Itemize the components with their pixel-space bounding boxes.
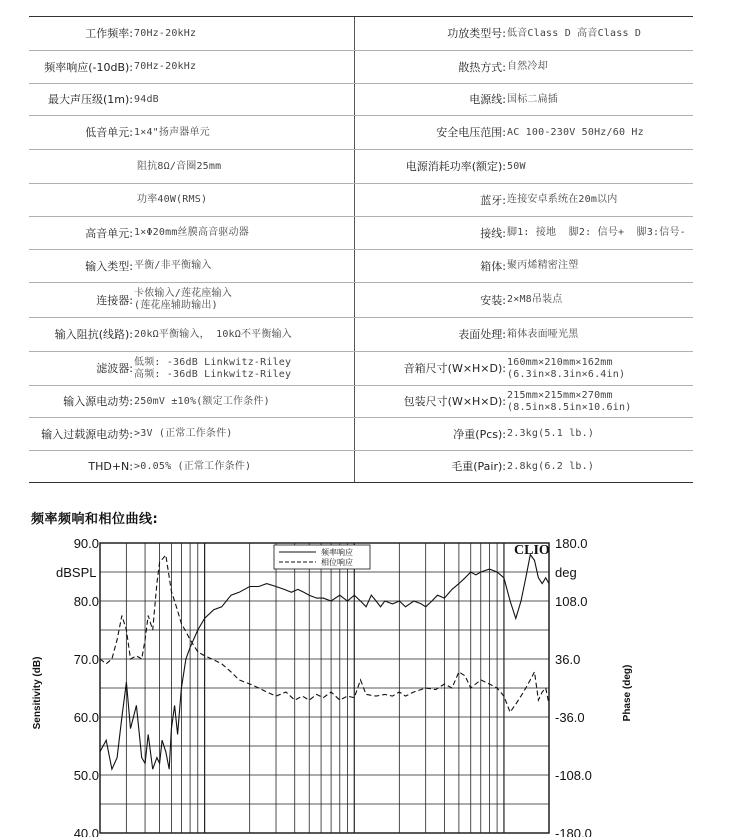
- frequency-phase-chart: [0, 530, 743, 837]
- legend-label: 相位响应: [321, 558, 353, 567]
- y-tick-right: 108.0: [555, 594, 588, 609]
- spec-value: 自然冷却: [507, 61, 548, 72]
- spec-label: 电源消耗功率(额定):: [405, 160, 506, 173]
- spec-label: 工作频率:: [85, 27, 133, 40]
- spec-cell-left: [29, 283, 355, 317]
- spec-value: 2.3kg(5.1 lb.): [507, 428, 595, 439]
- spec-label: 蓝牙:: [480, 193, 506, 207]
- y-tick-left: 60.0: [73, 710, 99, 725]
- spec-cell-left: [29, 51, 355, 83]
- clio-logo: CLIO: [514, 543, 550, 558]
- spec-value: 功率40W(RMS): [137, 194, 208, 205]
- left-unit-label: dBSPL: [56, 565, 97, 580]
- spec-row: [29, 217, 693, 250]
- spec-row: [29, 250, 693, 283]
- spec-cell-right: [355, 84, 693, 115]
- spec-cell-right: [355, 184, 693, 216]
- chart-legend: [274, 545, 370, 569]
- spec-cell-right: [355, 451, 693, 482]
- spec-value: 阻抗8Ω/音圈25mm: [137, 160, 222, 172]
- spec-row: [29, 386, 693, 418]
- spec-value: 低频: -36dB Linkwitz-Riley 高频: -36dB Linkwitz-Riley: [134, 356, 292, 380]
- y-tick-left: 50.0: [73, 768, 99, 783]
- spec-label: 净重(Pcs):: [453, 427, 506, 441]
- spec-label: 安全电压范围:: [436, 126, 506, 139]
- y-tick-left: 70.0: [73, 652, 99, 667]
- spec-label: THD+N:: [88, 460, 133, 473]
- spec-cell-right: [355, 116, 693, 149]
- spec-table: [29, 16, 693, 483]
- spec-cell-right: [355, 150, 693, 183]
- spec-value: 连接安卓系统在20m以内: [507, 194, 618, 205]
- spec-label: 接线:: [480, 226, 506, 240]
- graph-heading: 频率频响和相位曲线:: [31, 512, 159, 527]
- spec-label: 功放类型号:: [447, 27, 506, 40]
- spec-cell-left: [29, 451, 355, 482]
- y-tick-left: 80.0: [73, 594, 99, 609]
- y-axis-title-left: Sensitivity (dB): [32, 656, 43, 730]
- spec-value: >3V (正常工作条件): [134, 428, 233, 439]
- spec-label: 滤波器:: [96, 362, 133, 375]
- spec-label: 输入阻抗(线路):: [54, 328, 133, 341]
- spec-cell-left: [29, 386, 355, 417]
- spec-cell-right: [355, 17, 693, 50]
- chart-labels: [32, 536, 633, 837]
- spec-row: [29, 451, 693, 483]
- spec-label: 低音单元:: [85, 126, 133, 139]
- spec-label: 表面处理:: [458, 328, 506, 341]
- spec-label: 最大声压级(1m):: [47, 93, 133, 106]
- spec-value: 国标二扁插: [507, 93, 558, 105]
- spec-value: AC 100-230V 50Hz/60 Hz: [507, 126, 644, 138]
- y-tick-left: 90.0: [73, 536, 99, 551]
- y-tick-right: -108.0: [555, 768, 592, 783]
- spec-cell-left: [29, 418, 355, 450]
- spec-value: 2×M8吊装点: [507, 294, 563, 305]
- spec-row: [29, 184, 693, 217]
- spec-cell-left: [29, 318, 355, 351]
- spec-value: 平衡/非平衡输入: [134, 260, 212, 271]
- spec-row: [29, 51, 693, 84]
- spec-value: 1×Φ20mm丝膜高音驱动器: [134, 227, 249, 238]
- spec-value: 70Hz-20kHz: [134, 27, 197, 39]
- spec-label: 电源线:: [469, 93, 506, 106]
- spec-label: 毛重(Pair):: [451, 460, 506, 473]
- spec-cell-left: [29, 17, 355, 50]
- spec-label: 箱体:: [480, 259, 506, 273]
- frequency-response-curve: [100, 555, 549, 770]
- spec-value: 215mm×215mm×270mm (8.5in×8.5in×10.6in): [507, 389, 632, 413]
- spec-label: 散热方式:: [458, 60, 506, 74]
- spec-label: 频率响应(-10dB):: [44, 60, 133, 74]
- spec-cell-right: [355, 217, 693, 249]
- spec-row: [29, 418, 693, 451]
- spec-value: 20kΩ平衡输入， 10kΩ不平衡输入: [134, 328, 292, 340]
- spec-row: [29, 283, 693, 318]
- y-tick-right: -180.0: [555, 826, 592, 837]
- spec-cell-right: [355, 352, 693, 385]
- spec-label: 输入类型:: [85, 259, 133, 273]
- spec-value: 1×4"扬声器单元: [134, 126, 210, 138]
- spec-value: 低音Class D 高音Class D: [507, 27, 642, 39]
- spec-label: 高音单元:: [85, 226, 133, 240]
- chart-grid: [100, 543, 549, 833]
- spec-value: 箱体表面哑光黑: [507, 328, 579, 340]
- spec-value: 脚1: 接地 脚2: 信号+ 脚3:信号-: [507, 227, 686, 238]
- spec-value: 94dB: [134, 93, 159, 105]
- spec-value: >0.05% (正常工作条件): [134, 460, 252, 472]
- y-axis-title-right: Phase (deg): [622, 664, 633, 722]
- spec-row: [29, 84, 693, 116]
- spec-cell-right: [355, 418, 693, 450]
- spec-label: 音箱尺寸(W×H×D):: [403, 362, 506, 375]
- spec-cell-left: [29, 84, 355, 115]
- spec-value: 160mm×210mm×162mm (6.3in×8.3in×6.4in): [507, 356, 626, 380]
- spec-row: [29, 116, 693, 150]
- chart-curves: [100, 555, 549, 770]
- spec-cell-right: [355, 318, 693, 351]
- spec-label: 输入过载源电动势:: [41, 427, 133, 441]
- spec-value: 70Hz-20kHz: [134, 61, 197, 72]
- phase-curve: [100, 555, 549, 712]
- spec-row: [29, 352, 693, 386]
- spec-label: 连接器:: [96, 293, 133, 307]
- spec-cell-left: [29, 352, 355, 385]
- spec-value: 卡侬输入/莲花座输入 (莲花座辅助输出): [134, 288, 233, 311]
- spec-value: 聚丙烯精密注塑: [507, 260, 579, 271]
- spec-row: [29, 318, 693, 352]
- spec-row: [29, 17, 693, 51]
- spec-label: 包装尺寸(W×H×D):: [403, 395, 506, 408]
- spec-cell-right: [355, 250, 693, 282]
- spec-cell-right: [355, 51, 693, 83]
- spec-cell-right: [355, 386, 693, 417]
- spec-value: 2.8kg(6.2 lb.): [507, 460, 595, 472]
- spec-value: 250mV ±10%(额定工作条件): [134, 395, 270, 407]
- spec-cell-right: [355, 283, 693, 317]
- spec-cell-left: [29, 250, 355, 282]
- spec-row: [29, 150, 693, 184]
- y-tick-right: 180.0: [555, 536, 588, 551]
- spec-cell-left: [29, 116, 355, 149]
- spec-label: 安装:: [480, 293, 506, 307]
- spec-cell-left: [29, 217, 355, 249]
- spec-label: 输入源电动势:: [63, 395, 133, 408]
- y-tick-right: 36.0: [555, 652, 581, 667]
- y-tick-left: 40.0: [73, 826, 99, 837]
- spec-cell-left: [29, 184, 355, 216]
- right-unit-label: deg: [555, 565, 577, 580]
- spec-cell-left: [29, 150, 355, 183]
- spec-value: 50W: [507, 160, 526, 172]
- y-tick-right: -36.0: [555, 710, 585, 725]
- legend-label: 频率响应: [321, 548, 353, 557]
